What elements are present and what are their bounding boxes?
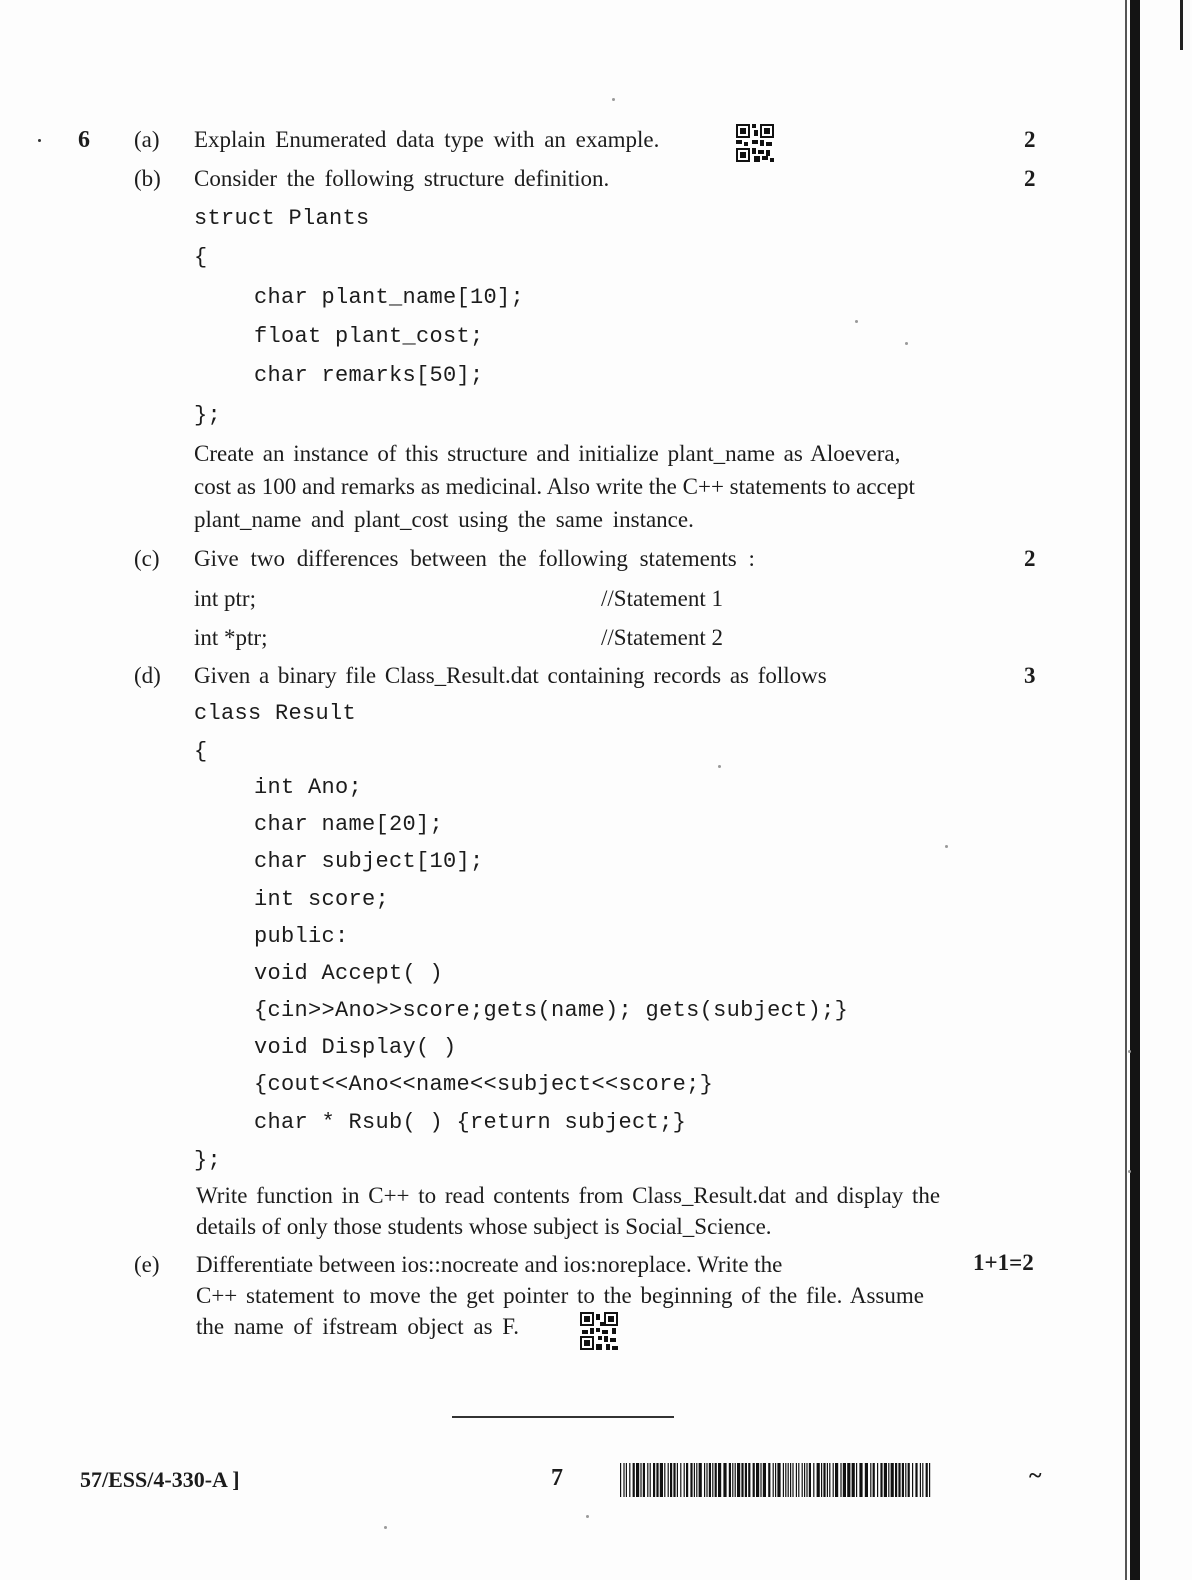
barcode-bar — [715, 1463, 717, 1497]
margin-dot — [38, 139, 41, 142]
end-of-question-rule — [452, 1416, 674, 1418]
barcode-bar — [745, 1463, 747, 1497]
barcode-bar — [884, 1463, 887, 1497]
barcode-bar — [891, 1463, 894, 1497]
part-b-marks: 2 — [1024, 166, 1036, 191]
code-line: struct Plants — [194, 206, 370, 231]
barcode-bar — [898, 1463, 900, 1497]
barcode-bar — [835, 1463, 838, 1497]
part-b-text: Consider the following structure definition. — [194, 166, 610, 191]
part-e-paragraph-line: the name of ifstream object as F. — [196, 1314, 519, 1339]
barcode-bar — [829, 1463, 830, 1497]
barcode-bar — [664, 1463, 665, 1497]
barcode-bar — [684, 1463, 685, 1497]
code-line: int Ano; — [254, 775, 363, 800]
barcode-bar — [802, 1463, 803, 1497]
barcode-bar — [809, 1463, 811, 1497]
barcode-bar — [785, 1463, 786, 1497]
barcode-bar — [696, 1463, 697, 1497]
code-line: char plant_name[10]; — [254, 285, 525, 310]
code-line: void Accept( ) — [254, 961, 444, 986]
barcode-bar — [821, 1463, 822, 1497]
barcode-bar — [827, 1463, 828, 1497]
page-binding-edge — [1125, 0, 1127, 1580]
paper-code: 57/ESS/4-330-A ] — [80, 1467, 240, 1492]
statement-code: int ptr; — [194, 586, 256, 611]
part-a-text: Explain Enumerated data type with an example. — [194, 127, 660, 152]
barcode-bar — [626, 1463, 627, 1497]
page-binding-spine — [1130, 0, 1140, 1580]
barcode-bar — [895, 1463, 897, 1497]
code-line: {cin>>Ano>>score;gets(name); gets(subject);} — [254, 998, 849, 1023]
code-line: public: — [254, 924, 349, 949]
barcode-bar — [870, 1463, 871, 1497]
barcode-bar — [656, 1463, 658, 1497]
barcode-bar — [852, 1463, 855, 1497]
page-edge-mark — [1180, 0, 1183, 50]
part-b-paragraph-line: Create an instance of this structure and initialize plant_name as Aloevera, — [194, 441, 901, 466]
barcode-bar — [790, 1463, 791, 1497]
barcode-bar — [741, 1463, 743, 1497]
part-a-label: (a) — [134, 127, 160, 152]
barcode-bar — [912, 1463, 913, 1497]
part-d-text: Given a binary file Class_Result.dat containing records as follows — [194, 663, 827, 688]
part-d-paragraph-line: details of only those students whose subject is Social_Science. — [196, 1214, 772, 1239]
barcode-bar — [677, 1463, 678, 1497]
part-a-marks: 2 — [1024, 127, 1036, 152]
barcode-bar — [856, 1463, 857, 1497]
barcode-bar — [668, 1463, 669, 1497]
barcode-bar — [753, 1463, 755, 1497]
part-e-paragraph-line: Differentiate between ios::nocreate and ios:noreplace. Write the — [196, 1252, 783, 1277]
scan-speck — [905, 342, 908, 345]
part-c-text: Give two differences between the following statements : — [194, 546, 755, 571]
barcode-bar — [840, 1463, 841, 1497]
code-line: {cout<<Ano<<name<<subject<<score;} — [254, 1072, 714, 1097]
barcode-bar — [686, 1463, 688, 1497]
barcode-bar — [929, 1463, 930, 1497]
code-line: char subject[10]; — [254, 849, 484, 874]
part-d-paragraph-line: Write function in C++ to read contents from Class_Result.dat and display the — [196, 1183, 941, 1208]
barcode-bar — [629, 1463, 630, 1497]
scan-speck — [855, 320, 858, 323]
barcode-bar — [712, 1463, 713, 1497]
barcode-bar — [737, 1463, 740, 1497]
scan-speck — [945, 845, 948, 848]
barcode-bar — [633, 1463, 635, 1497]
barcode-bar — [823, 1463, 825, 1497]
barcode — [620, 1463, 932, 1497]
barcode-bar — [690, 1463, 692, 1497]
barcode-bar — [680, 1463, 681, 1497]
part-d-label: (d) — [134, 663, 161, 688]
question-number: 6 — [78, 127, 90, 153]
barcode-bar — [660, 1463, 663, 1497]
barcode-bar — [768, 1463, 770, 1497]
barcode-bar — [732, 1463, 733, 1497]
barcode-bar — [718, 1463, 721, 1497]
part-c-marks: 2 — [1024, 546, 1036, 571]
barcode-bar — [763, 1463, 766, 1497]
barcode-bar — [873, 1463, 875, 1497]
barcode-bar — [760, 1463, 761, 1497]
barcode-bar — [636, 1463, 639, 1497]
barcode-bar — [915, 1463, 917, 1497]
barcode-bar — [926, 1463, 928, 1497]
barcode-bar — [796, 1463, 797, 1497]
barcode-bar — [704, 1463, 705, 1497]
part-e-label: (e) — [134, 1252, 160, 1277]
barcode-bar — [833, 1463, 834, 1497]
code-line: }; — [194, 403, 222, 428]
code-line: }; — [194, 1148, 222, 1173]
page-tilde: ~ — [1029, 1463, 1042, 1489]
part-b-label: (b) — [134, 166, 161, 191]
code-line: void Display( ) — [254, 1035, 457, 1060]
barcode-bar — [735, 1463, 736, 1497]
code-line: int score; — [254, 887, 390, 912]
barcode-bar — [804, 1463, 805, 1497]
barcode-bar — [798, 1463, 799, 1497]
code-line: char name[20]; — [254, 812, 444, 837]
barcode-bar — [847, 1463, 850, 1497]
part-e-paragraph-line: C++ statement to move the get pointer to the beginning of the file. Assume — [196, 1283, 924, 1308]
barcode-bar — [650, 1463, 651, 1497]
barcode-bar — [792, 1463, 793, 1497]
statement-comment: //Statement 1 — [601, 586, 724, 611]
scan-speck — [384, 1526, 387, 1529]
code-line: char remarks[50]; — [254, 363, 484, 388]
qr-code-icon — [580, 1312, 618, 1350]
barcode-bar — [817, 1463, 820, 1497]
barcode-bar — [859, 1463, 862, 1497]
barcode-bar — [756, 1463, 759, 1497]
statement-code: int *ptr; — [194, 625, 268, 650]
part-b-paragraph-line: cost as 100 and remarks as medicinal. Also write the C++ statements to accept — [194, 474, 915, 499]
page-number: 7 — [551, 1465, 563, 1491]
code-line: char * Rsub( ) {return subject;} — [254, 1110, 687, 1135]
barcode-bar — [723, 1463, 726, 1497]
barcode-bar — [647, 1463, 648, 1497]
scan-speck — [1128, 1170, 1131, 1173]
barcode-bar — [673, 1463, 675, 1497]
barcode-bar — [865, 1463, 868, 1497]
barcode-bar — [813, 1463, 814, 1497]
scan-speck — [612, 98, 615, 101]
statement-comment: //Statement 2 — [601, 625, 724, 650]
part-e-marks: 1+1=2 — [973, 1250, 1034, 1275]
barcode-bar — [783, 1463, 784, 1497]
barcode-bar — [694, 1463, 695, 1497]
code-line: { — [194, 739, 208, 764]
barcode-bar — [908, 1463, 910, 1497]
barcode-bar — [843, 1463, 846, 1497]
barcode-bar — [623, 1463, 624, 1497]
part-d-marks: 3 — [1024, 663, 1036, 688]
barcode-bar — [902, 1463, 904, 1497]
barcode-bar — [880, 1463, 882, 1497]
barcode-bar — [773, 1463, 774, 1497]
barcode-bar — [709, 1463, 711, 1497]
part-b-paragraph-line: plant_name and plant_cost using the same instance. — [194, 507, 694, 532]
barcode-bar — [922, 1463, 923, 1497]
barcode-bar — [653, 1463, 655, 1497]
barcode-bar — [905, 1463, 906, 1497]
code-line: class Result — [194, 701, 357, 726]
part-c-label: (c) — [134, 546, 160, 571]
barcode-bar — [806, 1463, 807, 1497]
barcode-bar — [643, 1463, 645, 1497]
barcode-bar — [888, 1463, 889, 1497]
scan-speck — [586, 1515, 589, 1518]
qr-code-icon — [736, 124, 774, 162]
code-line: { — [194, 245, 208, 270]
scan-speck — [1128, 1050, 1131, 1053]
barcode-bar — [775, 1463, 776, 1497]
barcode-bar — [699, 1463, 702, 1497]
barcode-bar — [748, 1463, 750, 1497]
barcode-bar — [670, 1463, 672, 1497]
scan-speck — [718, 765, 721, 768]
barcode-bar — [877, 1463, 878, 1497]
barcode-bar — [620, 1463, 621, 1497]
barcode-bar — [777, 1463, 780, 1497]
barcode-bar — [706, 1463, 707, 1497]
barcode-bar — [640, 1463, 641, 1497]
code-line: float plant_cost; — [254, 324, 484, 349]
barcode-bar — [920, 1463, 921, 1497]
barcode-bar — [788, 1463, 789, 1497]
barcode-bar — [729, 1463, 731, 1497]
